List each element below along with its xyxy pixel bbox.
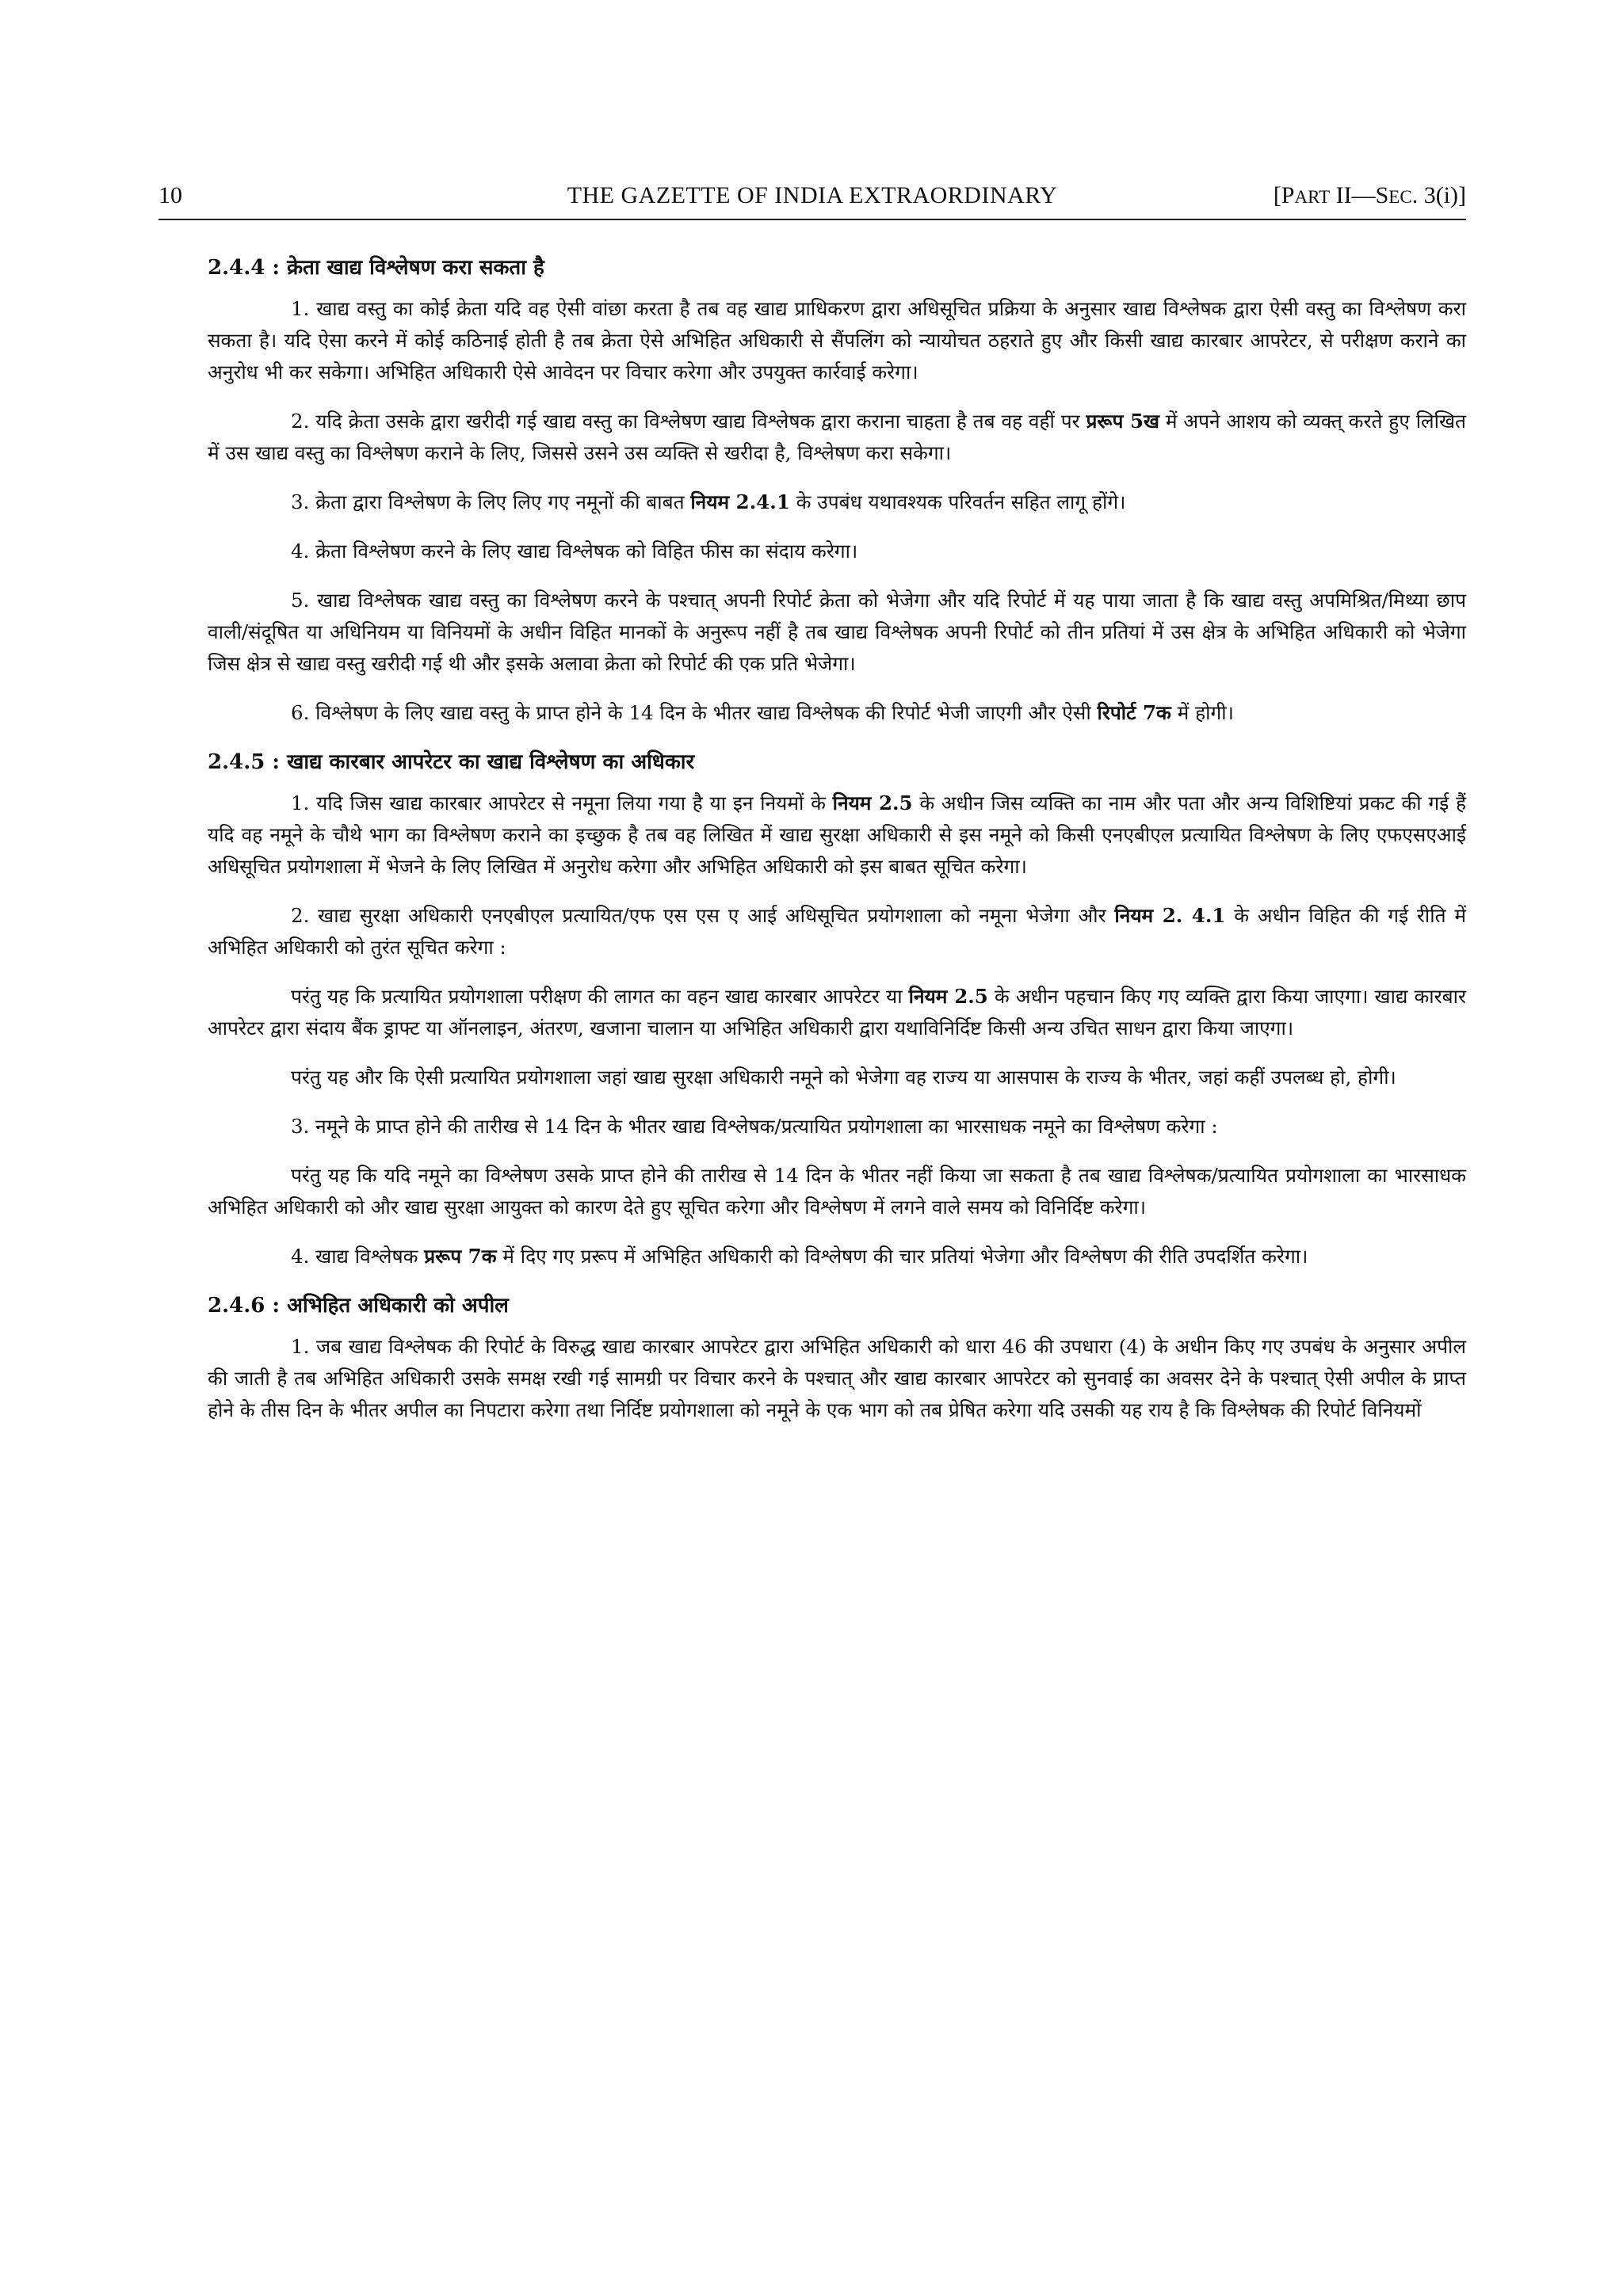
proviso-2-4-5-b: परंतु यह और कि ऐसी प्रत्यायित प्रयोगशाला जहां खाद्य सुरक्षा अधिकारी नमूने को भेजेगा वह राज्य या आसपास के राज्य के भीतर, जहां कहीं उपलब्ध हो, होगी।: [291, 1066, 1396, 1089]
document-body: [208, 252, 1466, 1444]
paragraph-2-4-5-1: 1. यदि जिस खाद्य कारबार आपरेटर से नमूना लिया गया है या इन नियमों के नियम 2.5 के अधीन जिस व्यक्ति का नाम और पता और अन्य विशिष्टियां प्रकट की गई हैं यदि वह नमूने के चौथे भाग का विश्लेषण कराने का इच्छुक है तब वह लिखित में खाद्य सुरक्षा अधिकारी से इस नमूने को किसी एनएबीएल प्रत्यायित विश्लेषण के लिए एफएसएआई अधिसूचित प्रयोगशाला में भेजने के लिए लिखित में अनुरोध करेगा और अभिहित अधिकारी को इस बाबत सूचित करेगा।: [208, 791, 1466, 878]
page-number: 10: [158, 182, 182, 208]
gazette-title: THE GAZETTE OF INDIA EXTRAORDINARY: [567, 182, 1058, 208]
paragraph-2-4-4-2: 2. यदि क्रेता उसके द्वारा खरीदी गई खाद्य वस्तु का विश्लेषण खाद्य विश्लेषक द्वारा कराना चाहता है तब वह वहीं पर प्ररूप 5ख में अपने आशय को व्यक्त् करते हुए लिखित में उस खाद्य वस्तु का विश्लेषण कराने के लिए, जिससे उसने उस व्यक्ति से खरीदा है, विश्लेषण करा सकेगा।: [208, 410, 1467, 464]
paragraph-2-4-6-1: 1. जब खाद्य विश्लेषक की रिपोर्ट के विरुद्ध खाद्य कारबार आपरेटर द्वारा अभिहित अधिकारी को धारा 46 की उपधारा (4) के अधीन किए गए उपबंध के अनुसार अपील की जाती है तब अभिहित अधिकारी उसके समक्ष रखी गई सामग्री पर विचार करने के पश्चात् और खाद्य कारबार आपरेटर को सुनवाई का अवसर देने के पश्चात् ऐसी अपील के प्राप्त होने के तीस दिन के भीतर अपील का निपटारा करेगा तथा निर्दिष्ट प्रयोगशाला को नमूने के एक भाग को तब प्रेषित करेगा यदि उसकी यह राय है कि विश्लेषक की रिपोर्ट विनियमों: [208, 1335, 1466, 1421]
paragraph-2-4-4-4: 4. क्रेता विश्लेषण करने के लिए खाद्य विश्लेषक को विहित फीस का संदाय करेगा।: [291, 540, 858, 563]
part-section-label: [PART II—SEC. 3(i)]: [1273, 182, 1466, 208]
section-heading-2-4-6: 2.4.6 : अभिहित अधिकारी को अपील: [208, 1294, 509, 1318]
header-divider: [158, 219, 1466, 220]
paragraph-2-4-4-5: 5. खाद्य विश्लेषक खाद्य वस्तु का विश्लेषण करने के पश्चात् अपनी रिपोर्ट क्रेता को भेजेगा और यदि रिपोर्ट में यह पाया जाता है कि खाद्य वस्तु अपमिश्रित/मिथ्या छाप वाली/संदूषित या अधिनियम या विनियमों के अधीन विहित मानकों के अनुरूप नहीं है तब खाद्य विश्लेषक अपनी रिपोर्ट को तीन प्रतियां में उस क्षेत्र के अभिहित अधिकारी को भेजेगा जिस क्षेत्र से खाद्य वस्तु खरीदी गई थी और इसके अलावा क्रेता को रिपोर्ट की एक प्रति भेजेगा।: [208, 589, 1466, 675]
proviso-2-4-5-c: परंतु यह कि यदि नमूने का विश्लेषण उसके प्राप्त होने की तारीख से 14 दिन के भीतर नहीं किया जा सकता है तब खाद्य विश्लेषक/प्रत्यायित प्रयोगशाला का भारसाधक अभिहित अधिकारी को और खाद्य सुरक्षा आयुक्त को कारण देते हुए सूचित करेगा और विश्लेषण में लगने वाले समय को विनिर्दिष्ट करेगा।: [208, 1164, 1466, 1219]
section-heading-2-4-4: 2.4.4 : क्रेता खाद्य विश्लेषण करा सकता है: [208, 256, 544, 280]
paragraph-2-4-4-6: 6. विश्लेषण के लिए खाद्य वस्तु के प्राप्त होने के 14 दिन के भीतर खाद्य विश्लेषक की रिपोर्ट भेजी जाएगी और ऐसी रिपोर्ट 7क में होगी।: [291, 701, 1234, 724]
paragraph-2-4-5-3: 3. नमूने के प्राप्त होने की तारीख से 14 दिन के भीतर खाद्य विश्लेषक/प्रत्यायित प्रयोगशाला का भारसाधक नमूने का विश्लेषण करेगा :: [291, 1115, 1218, 1138]
paragraph-2-4-4-3: 3. क्रेता द्वारा विश्लेषण के लिए लिए गए नमूनों की बाबत नियम 2.4.1 के उपबंध यथावश्यक परिवर्तन सहित लागू होंगे।: [291, 490, 1126, 513]
page-header: [158, 182, 1466, 214]
proviso-2-4-5-a: परंतु यह कि प्रत्यायित प्रयोगशाला परीक्षण की लागत का वहन खाद्य कारबार आपरेटर या नियम 2.5 के अधीन पहचान किए गए व्यक्ति द्वारा किया जाएगा। खाद्य कारबार आपरेटर द्वारा संदाय बैंक ड्राफ्ट या ऑनलाइन, अंतरण, खजाना चालान या अभिहित अधिकारी द्वारा यथाविनिर्दिष्ट किसी अन्य उचित साधन द्वारा किया जाएगा।: [208, 985, 1466, 1039]
paragraph-2-4-5-2: 2. खाद्य सुरक्षा अधिकारी एनएबीएल प्रत्यायित/एफ एस एस ए आई अधिसूचित प्रयोगशाला को नमूना भेजेगा और नियम 2. 4.1 के अधीन विहित की गई रीति में अभिहित अधिकारी को तुरंत सूचित करेगा :: [208, 904, 1466, 959]
section-heading-2-4-5: 2.4.5 : खाद्य कारबार आपरेटर का खाद्य विश्लेषण का अधिकार: [208, 750, 695, 774]
paragraph-2-4-5-4: 4. खाद्य विश्लेषक प्ररूप 7क में दिए गए प्ररूप में अभिहित अधिकारी को विश्लेषण की चार प्रतियां भेजेगा और विश्लेषण की रीति उपदर्शित करेगा।: [291, 1245, 1308, 1268]
paragraph-2-4-4-1: 1. खाद्य वस्तु का कोई क्रेता यदि वह ऐसी वांछा करता है तब वह खाद्य प्राधिकरण द्वारा अधिसूचित प्रक्रिया के अनुसार खाद्य विश्लेषक द्वारा ऐसी वस्तु का विश्लेषण करा सकता है। यदि ऐसा करने में कोई कठिनाई होती है तब क्रेता ऐसे अभिहित अधिकारी से सैंपलिंग को न्यायोचत ठहराते हुए और किसी खाद्य कारबार आपरेटर, से परीक्षण कराने का अनुरोध भी कर सकेगा। अभिहित अधिकारी ऐसे आवेदन पर विचार करेगा और उपयुक्त कार्रवाई करेगा।: [208, 297, 1466, 383]
